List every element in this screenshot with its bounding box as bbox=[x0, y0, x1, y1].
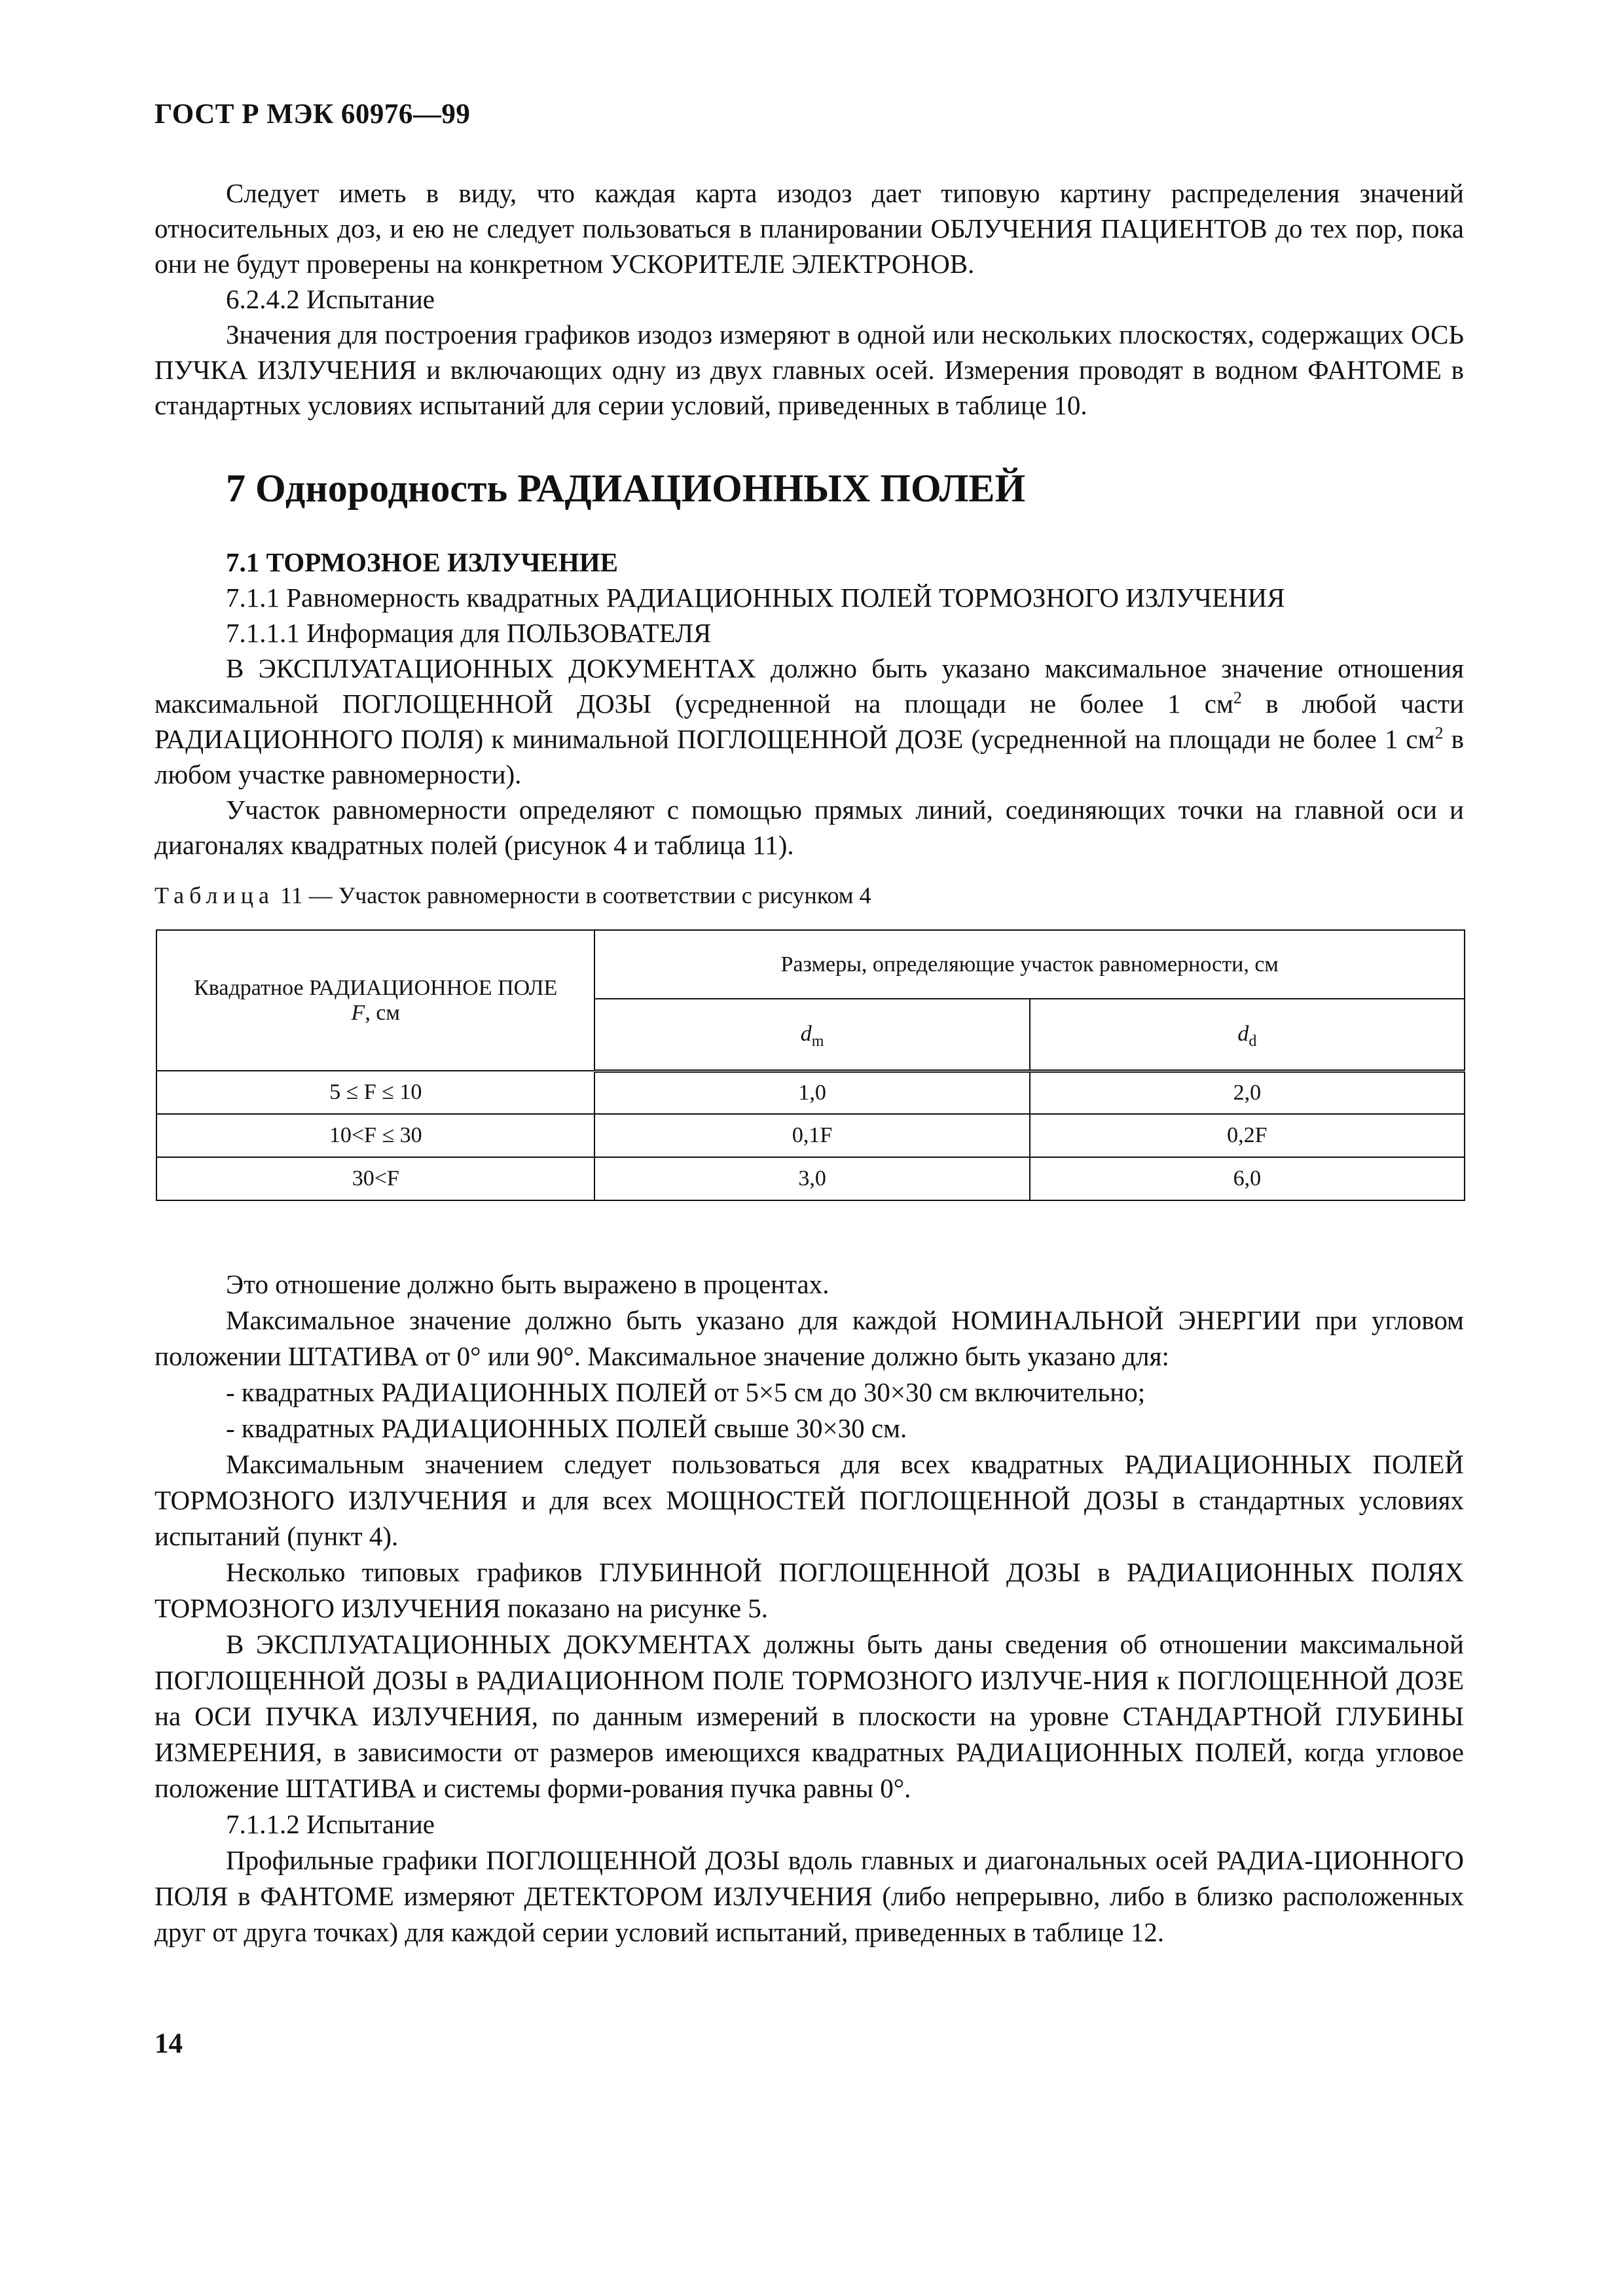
column-header-field bbox=[156, 930, 594, 1071]
intro-block bbox=[155, 175, 1464, 423]
dm-base: d bbox=[800, 1022, 812, 1047]
user-info-paragraph bbox=[155, 651, 1464, 792]
cell-dd: 2,0 bbox=[1030, 1071, 1465, 1114]
profile-paragraph: Профильные графики ПОГЛОЩЕННОЙ ДОЗЫ вдоль главных и диагональных осей РАДИА-ЦИОННОГО ПОЛЯ в ФАНТОМЕ измеряют ДЕТЕКТОРОМ ИЗЛУЧЕНИЯ (либо непрерывно, либо в близко расположенных друг от друга точках) для каждой серии условий испытаний, приведенных в таблице 12. bbox=[155, 1845, 1464, 1947]
max-usage-paragraph: Максимальным значением следует пользоваться для всех квадратных РАДИАЦИОННЫХ ПОЛЕЙ ТОРМОЗНОГО ИЗЛУЧЕНИЯ и для всех МОЩНОСТЕЙ ПОГЛОЩЕННОЙ ДОЗЫ в стандартных условиях испытаний (пункт 4). bbox=[155, 1449, 1464, 1551]
column-header-dd bbox=[1030, 999, 1465, 1071]
cell-field: 10<F ≤ 30 bbox=[156, 1114, 594, 1157]
table-11 bbox=[156, 929, 1465, 1201]
document-id-header: ГОСТ Р МЭК 60976—99 bbox=[155, 99, 471, 130]
superscript-2-b: 2 bbox=[1434, 723, 1444, 743]
user-info-part-a: В ЭКСПЛУАТАЦИОННЫХ ДОКУМЕНТАХ должно быть указано максимальное значение отношения максимальной ПОГЛОЩЕННОЙ ДОЗЫ (усредненной на площади не более 1 см bbox=[155, 653, 1464, 719]
cell-dd: 0,2F bbox=[1030, 1114, 1465, 1157]
intro-paragraph-2: Значения для построения графиков изодоз измеряют в одной или нескольких плоскостях, содержащих ОСЬ ПУЧКА ИЗЛУЧЕНИЯ и включающих одну из двух главных осей. Измерения проводят в водном ФАНТОМЕ в стандартных условиях испытаний для серии условий, приведенных в таблице 10. bbox=[155, 319, 1464, 420]
cell-field: 30<F bbox=[156, 1157, 594, 1200]
field-header-unit: , см bbox=[365, 1000, 400, 1025]
field-header-var: F bbox=[351, 1000, 365, 1025]
heading-7-1-1: 7.1.1 Равномерность квадратных РАДИАЦИОННЫХ ПОЛЕЙ ТОРМОЗНОГО ИЗЛУЧЕНИЯ bbox=[226, 583, 1285, 613]
cell-dm: 0,1F bbox=[594, 1114, 1029, 1157]
section-7-title: 7 Однородность РАДИАЦИОННЫХ ПОЛЕЙ bbox=[226, 467, 1026, 510]
list-item: - квадратных РАДИАЦИОННЫХ ПОЛЕЙ свыше 30×30 см. bbox=[226, 1413, 907, 1443]
dm-subscript: m bbox=[811, 1033, 824, 1050]
table-row bbox=[156, 1114, 1465, 1157]
cell-dm: 3,0 bbox=[594, 1157, 1029, 1200]
table-caption-text: 11 — Участок равномерности в соответствии с рисунком 4 bbox=[274, 882, 871, 908]
cell-dd: 6,0 bbox=[1030, 1157, 1465, 1200]
heading-7-1-1-2: 7.1.1.2 Испытание bbox=[226, 1809, 435, 1839]
superscript-2-a: 2 bbox=[1233, 688, 1242, 708]
uniformity-area-paragraph: Участок равномерности определяют с помощью прямых линий, соединяющих точки на главной оси и диагоналях квадратных полей (рисунок 4 и таблица 11). bbox=[155, 795, 1464, 860]
field-header-line2 bbox=[157, 1001, 594, 1026]
table-11-caption bbox=[155, 882, 871, 909]
section-7-body bbox=[155, 545, 1464, 863]
field-header-line1: Квадратное РАДИАЦИОННОЕ ПОЛЕ bbox=[194, 975, 558, 1000]
dd-subscript: d bbox=[1249, 1033, 1257, 1050]
dd-base: d bbox=[1237, 1022, 1249, 1047]
column-header-dm bbox=[594, 999, 1029, 1071]
heading-6-2-4-2: 6.2.4.2 Испытание bbox=[226, 284, 435, 314]
user-info-part-c: в любом участке равномерности). bbox=[155, 724, 1465, 789]
percent-paragraph: Это отношение должно быть выражено в процентах. bbox=[226, 1269, 830, 1299]
cell-dm: 1,0 bbox=[594, 1071, 1029, 1114]
depth-dose-paragraph: Несколько типовых графиков ГЛУБИННОЙ ПОГЛОЩЕННОЙ ДОЗЫ в РАДИАЦИОННЫХ ПОЛЯХ ТОРМОЗНОГО ИЗЛУЧЕНИЯ показано на рисунке 5. bbox=[155, 1557, 1464, 1623]
subsection-7-1-title: 7.1 ТОРМОЗНОЕ ИЗЛУЧЕНИЕ bbox=[226, 547, 619, 577]
cell-field: 5 ≤ F ≤ 10 bbox=[156, 1071, 594, 1114]
table-row bbox=[156, 1071, 1465, 1114]
user-info-part-b: в любой части РАДИАЦИОННОГО ПОЛЯ) к минимальной ПОГЛОЩЕННОЙ ДОЗЕ (усредненной на площади не более 1 см bbox=[155, 689, 1465, 754]
after-table-block bbox=[155, 1266, 1464, 1950]
table-caption-word: Таблица bbox=[155, 882, 274, 908]
heading-7-1-1-1: 7.1.1.1 Информация для ПОЛЬЗОВАТЕЛЯ bbox=[226, 618, 712, 648]
ratio-paragraph: В ЭКСПЛУАТАЦИОННЫХ ДОКУМЕНТАХ должны быть даны сведения об отношении максимальной ПОГЛОЩЕННОЙ ДОЗЫ в РАДИАЦИОННОМ ПОЛЕ ТОРМОЗНОГО ИЗЛУЧЕ-НИЯ к ПОГЛОЩЕННОЙ ДОЗЕ на ОСИ ПУЧКА ИЗЛУЧЕНИЯ, по данным измерений в плоскости на уровне СТАНДАРТНОЙ ГЛУБИНЫ ИЗМЕРЕНИЯ, в зависимости от размеров имеющихся квадратных РАДИАЦИОННЫХ ПОЛЕЙ, когда угловое положение ШТАТИВА и системы форми-рования пучка равны 0°. bbox=[155, 1629, 1464, 1803]
page-number: 14 bbox=[155, 2028, 183, 2059]
list-item: - квадратных РАДИАЦИОННЫХ ПОЛЕЙ от 5×5 см до 30×30 см включительно; bbox=[226, 1377, 1146, 1407]
column-header-dimensions: Размеры, определяющие участок равномерности, см bbox=[594, 930, 1465, 999]
max-value-paragraph: Максимальное значение должно быть указано для каждой НОМИНАЛЬНОЙ ЭНЕРГИИ при угловом положении ШТАТИВА от 0° или 90°. Максимальное значение должно быть указано для: bbox=[155, 1305, 1464, 1371]
intro-paragraph-1: Следует иметь в виду, что каждая карта изодоз дает типовую картину распределения значений относительных доз, и ею не следует пользоваться в планировании ОБЛУЧЕНИЯ ПАЦИЕНТОВ до тех пор, пока они не будут проверены на конкретном УСКОРИТЕЛЕ ЭЛЕКТРОНОВ. bbox=[155, 178, 1464, 279]
table-row bbox=[156, 1157, 1465, 1200]
